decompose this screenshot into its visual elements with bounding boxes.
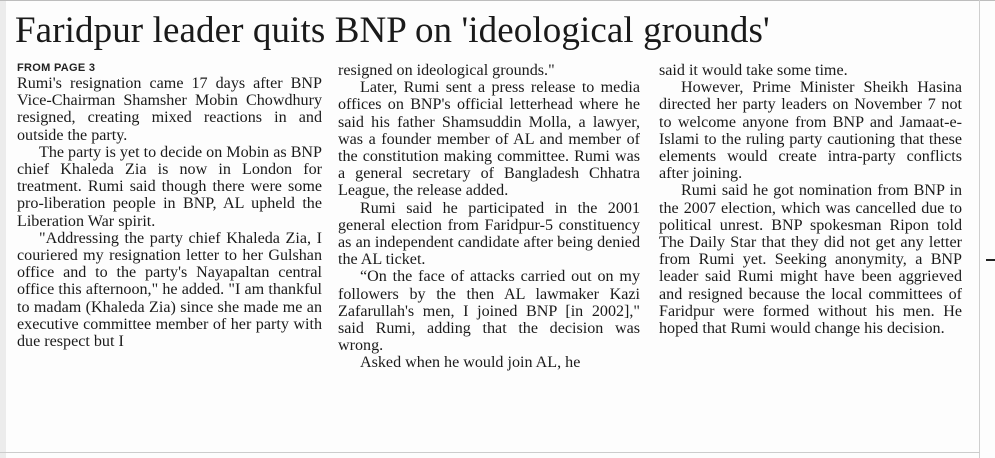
paragraph: However, Prime Minister Sheikh Hasina directed her party leaders on November 7 not to welcome anyone from BNP and Jamaat-e-Islami to the ruling party cautioning that these elements would create intra-party conflicts after joining. bbox=[659, 79, 962, 183]
paragraph: Rumi said he participated in the 2001 general election from Faridpur-5 constituency as an independent candidate after being denied the AL ticket. bbox=[338, 199, 640, 269]
article-column-3 bbox=[659, 62, 962, 337]
right-column-rule bbox=[979, 0, 980, 458]
paragraph: said it would take some time. bbox=[659, 62, 848, 79]
paragraph: Rumi's resignation came 17 days after BNP Vice-Chairman Shamsher Mobin Chowdhury resigned, creating mixed reactions in and outside the party. bbox=[17, 75, 322, 144]
paragraph: “On the face of attacks carried out on my followers by the then AL lawmaker Kazi Zafarullah's men, I joined BNP [in 2002]," said Rumi, adding that the decision was wrong. bbox=[338, 268, 640, 355]
paragraph: The party is yet to decide on Mobin as BNP chief Khaleda Zia is now in London for treatment. Rumi said though there were some pro-liberation people in BNP, AL upheld the Liberation War spirit. bbox=[17, 143, 322, 230]
article-column-2 bbox=[338, 62, 640, 372]
headline: Faridpur leader quits BNP on 'ideological grounds' bbox=[15, 10, 770, 51]
paragraph: "Addressing the party chief Khaleda Zia, I couriered my resignation letter to her Gulshan office and to the party's Nayapaltan central office this afternoon," he added. "I am thankful to madam (Khaleda Zia) since she made me an executive committee member of her party with due respect but I bbox=[17, 229, 322, 351]
bottom-rule bbox=[0, 452, 980, 453]
top-rule bbox=[0, 0, 995, 1]
paragraph: Rumi said he got nomination from BNP in the 2007 election, which was cancelled due to political unrest. BNP spokesman Ripon told The Daily Star that they did not get any letter from Rumi yet. Seeking anonymity, a BNP leader said Rumi might have been aggrieved and resigned because the local committees of Faridpur were formed without his men. He hoped that Rumi would change his decision. bbox=[659, 182, 962, 338]
dateline: FROM PAGE 3 bbox=[17, 62, 96, 74]
paragraph: Asked when he would join AL, he bbox=[360, 354, 581, 372]
paragraph: resigned on ideological grounds." bbox=[338, 62, 555, 79]
margin-mark bbox=[986, 259, 995, 261]
paragraph: Later, Rumi sent a press release to media offices on BNP's official letterhead where he said his father Shamsuddin Molla, a lawyer, was a founder member of AL and member of the constitution making committee. Rumi was a general secretary of Bangladesh Chhatra League, the release added. bbox=[338, 79, 640, 200]
page-edge bbox=[0, 0, 6, 458]
article-column-1 bbox=[17, 62, 322, 350]
